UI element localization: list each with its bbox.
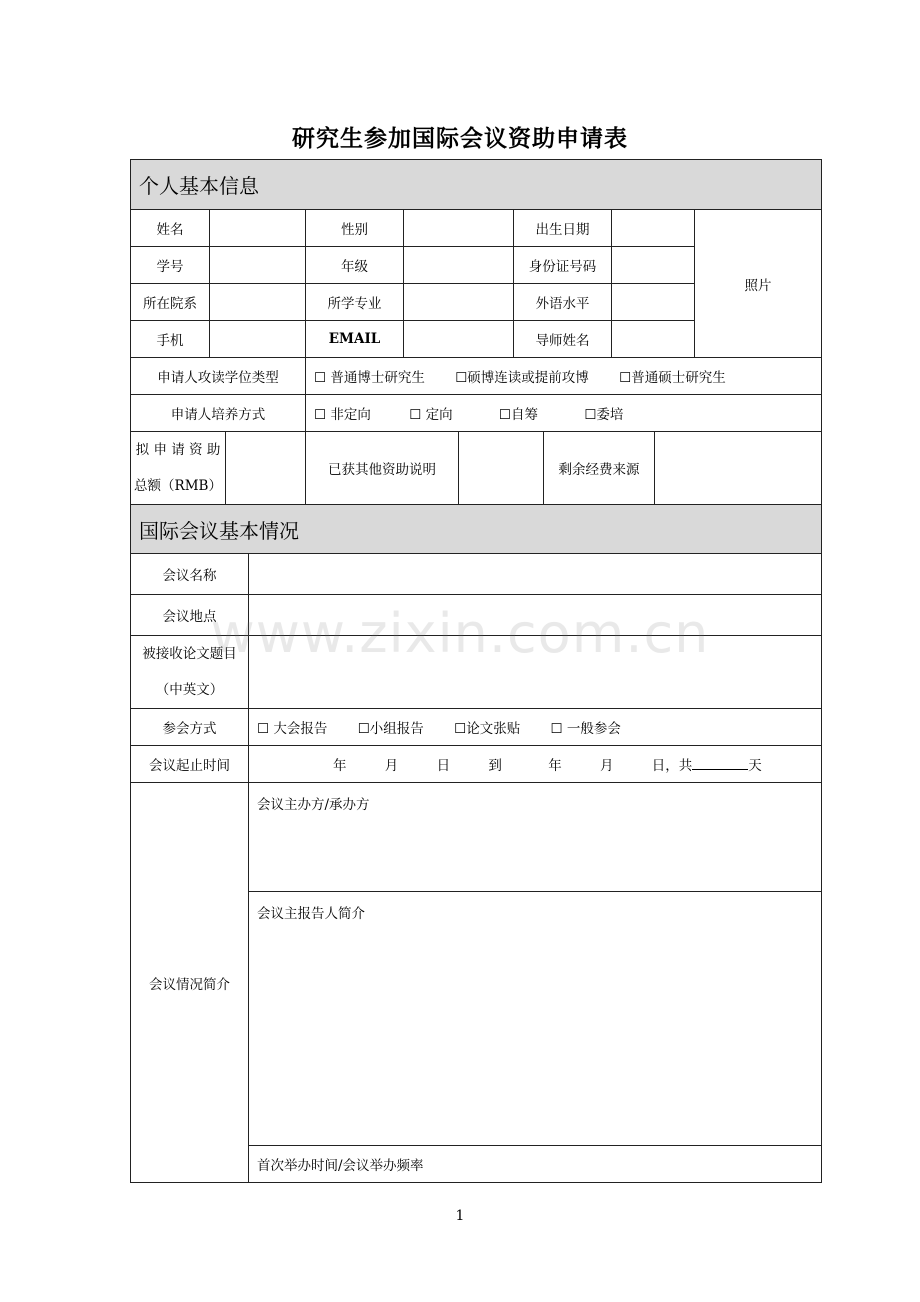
date-end-month: 月 <box>599 758 614 774</box>
date-days-suffix: 天 <box>748 758 762 774</box>
date-start-month: 月 <box>384 758 399 774</box>
training-option-non-directed[interactable]: ☐ 非定向 <box>314 407 371 423</box>
conference-info-table <box>130 504 822 1183</box>
label-phone: 手机 <box>131 321 210 358</box>
label-birth: 出生日期 <box>514 210 612 247</box>
label-paper-title <box>131 636 249 709</box>
label-degree-type: 申请人攻读学位类型 <box>131 358 306 395</box>
section-heading-conference: 国际会议基本情况 <box>131 505 822 554</box>
label-id-number: 身份证号码 <box>514 247 612 284</box>
date-start-year: 年 <box>333 758 347 774</box>
field-name[interactable] <box>210 210 306 247</box>
label-requested-amount-line1: 拟 申 请 资 助 <box>135 442 221 458</box>
field-advisor[interactable] <box>612 321 695 358</box>
photo-box[interactable]: 照片 <box>695 210 822 358</box>
training-option-directed[interactable]: ☐ 定向 <box>409 407 453 423</box>
date-start-day: 日 <box>436 758 451 774</box>
label-name: 姓名 <box>131 210 210 247</box>
mode-option-group[interactable]: ☐小组报告 <box>357 721 424 737</box>
label-remaining-source: 剩余经费来源 <box>544 432 655 505</box>
label-email: EMAIL <box>306 321 404 358</box>
field-remaining-source[interactable] <box>655 432 822 505</box>
label-paper-title-line1: 被接收论文题目 <box>142 646 237 662</box>
label-other-funding: 已获其他资助说明 <box>306 432 459 505</box>
field-paper-title[interactable] <box>249 636 822 709</box>
degree-type-options <box>306 358 822 395</box>
label-keynote: 会议主报告人简介 <box>257 906 365 922</box>
label-requested-amount-line2: 总额（RMB） <box>134 478 222 494</box>
degree-option-combined[interactable]: ☐硕博连读或提前攻博 <box>455 370 589 386</box>
field-conf-name[interactable] <box>249 554 822 595</box>
field-gender[interactable] <box>404 210 514 247</box>
field-grade[interactable] <box>404 247 514 284</box>
field-id-number[interactable] <box>612 247 695 284</box>
label-language: 外语水平 <box>514 284 612 321</box>
degree-option-phd[interactable]: ☐ 普通博士研究生 <box>314 370 425 386</box>
degree-option-master[interactable]: ☐普通硕士研究生 <box>619 370 726 386</box>
label-conf-dates: 会议起止时间 <box>131 746 249 783</box>
label-conf-location: 会议地点 <box>131 595 249 636</box>
field-department[interactable] <box>210 284 306 321</box>
field-conf-dates[interactable] <box>249 746 822 783</box>
field-organizer[interactable] <box>249 783 822 892</box>
field-conf-location[interactable] <box>249 595 822 636</box>
mode-option-plenary[interactable]: ☐ 大会报告 <box>257 721 328 737</box>
mode-option-poster[interactable]: ☐论文张贴 <box>454 721 521 737</box>
training-mode-options <box>306 395 822 432</box>
training-option-self-funded[interactable]: ☐自筹 <box>498 407 539 423</box>
training-option-commissioned[interactable]: ☐委培 <box>584 407 624 423</box>
mode-option-general[interactable]: ☐ 一般参会 <box>550 721 621 737</box>
label-grade: 年级 <box>306 247 404 284</box>
personal-info-table <box>130 159 822 432</box>
field-phone[interactable] <box>210 321 306 358</box>
label-attendance-mode: 参会方式 <box>131 709 249 746</box>
label-student-id: 学号 <box>131 247 210 284</box>
days-blank[interactable] <box>692 755 748 770</box>
field-first-held[interactable] <box>249 1146 822 1183</box>
section-heading-personal: 个人基本信息 <box>131 160 822 210</box>
page-title: 研究生参加国际会议资助申请表 <box>292 125 628 152</box>
label-department: 所在院系 <box>131 284 210 321</box>
label-conf-name: 会议名称 <box>131 554 249 595</box>
label-training-mode: 申请人培养方式 <box>131 395 306 432</box>
attendance-mode-options <box>249 709 822 746</box>
date-to: 到 <box>488 758 502 774</box>
field-birth[interactable] <box>612 210 695 247</box>
date-end-year: 年 <box>548 758 562 774</box>
field-keynote[interactable] <box>249 892 822 1146</box>
field-other-funding[interactable] <box>459 432 544 505</box>
label-organizer: 会议主办方/承办方 <box>257 797 370 813</box>
label-first-held: 首次举办时间/会议举办频率 <box>257 1158 424 1174</box>
field-major[interactable] <box>404 284 514 321</box>
funding-table <box>130 431 822 505</box>
label-conf-intro: 会议情况简介 <box>131 783 249 1183</box>
field-email[interactable] <box>404 321 514 358</box>
page-number: 1 <box>455 1208 465 1224</box>
label-paper-title-line2: （中英文） <box>155 682 224 698</box>
label-gender: 性别 <box>306 210 404 247</box>
date-end-day-total: 日，共 <box>651 758 693 774</box>
label-major: 所学专业 <box>306 284 404 321</box>
field-requested-amount[interactable] <box>226 432 306 505</box>
label-requested-amount <box>131 432 226 505</box>
field-language[interactable] <box>612 284 695 321</box>
field-student-id[interactable] <box>210 247 306 284</box>
watermark: www.zixin.com.cn <box>210 602 710 665</box>
label-advisor: 导师姓名 <box>514 321 612 358</box>
